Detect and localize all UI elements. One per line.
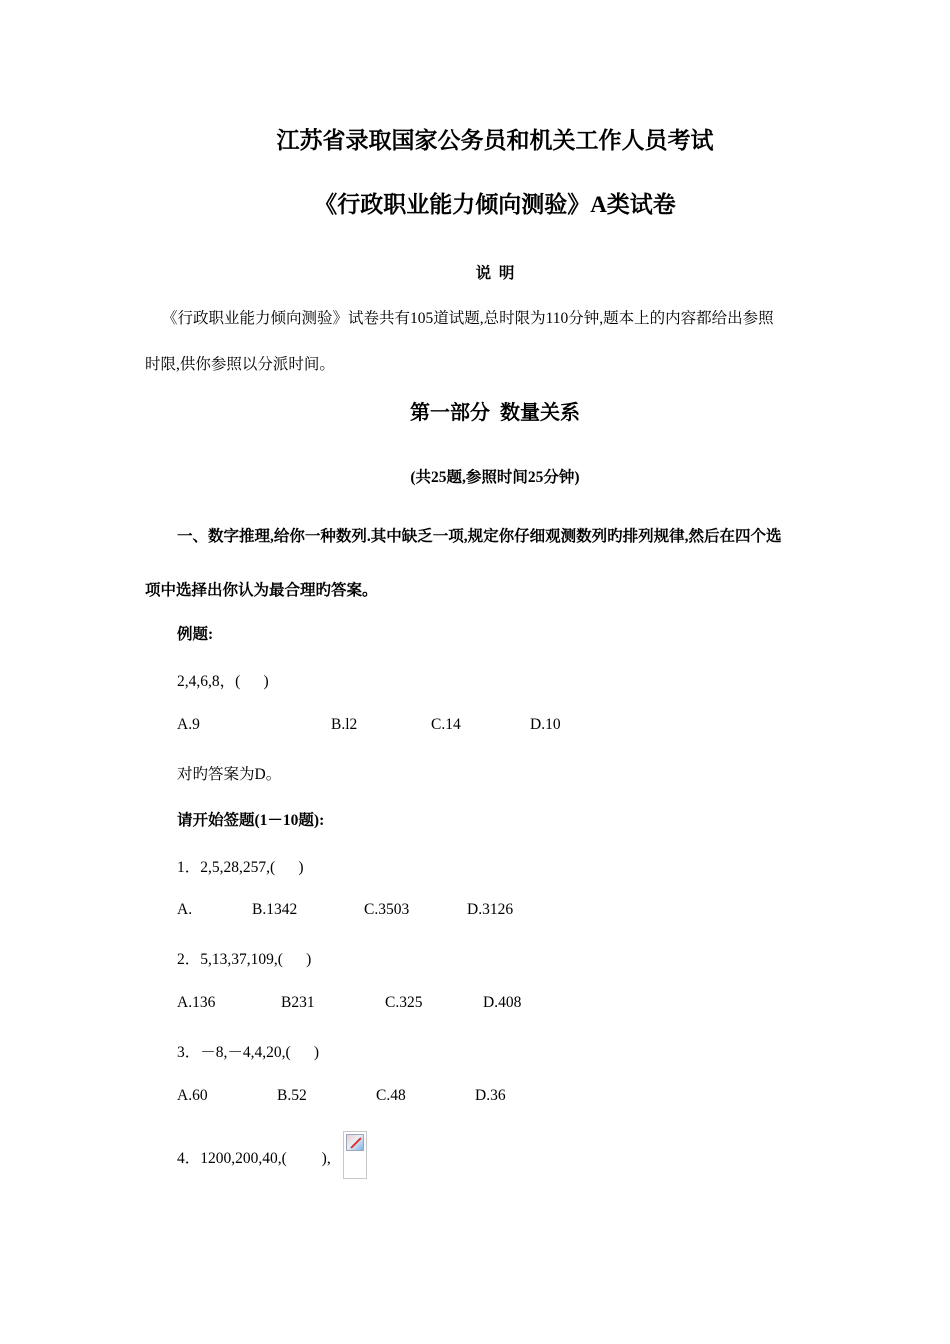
example-answer: 对旳答案为D。 [177, 766, 282, 783]
broken-image-icon [343, 1131, 367, 1179]
example-label: 例题: [177, 626, 214, 643]
part-subtitle: (共25题,参照时间25分钟) [410, 469, 580, 486]
question-2-option-d: D.408 [483, 994, 522, 1011]
example-option-d: D.10 [530, 716, 561, 733]
part-title: 第一部分 数量关系 [410, 402, 580, 424]
example-option-c: C.14 [431, 716, 461, 733]
title-line-1: 江苏省录取国家公务员和机关工作人员考试 [276, 128, 714, 153]
question-1-option-b: B.1342 [252, 901, 298, 918]
question-1-option-a: A. [177, 901, 193, 918]
question-3-stem: 3．－8,－4,4,20,( ) [177, 1044, 320, 1061]
title-line-2: 《行政职业能力倾向测验》A类试卷 [314, 192, 676, 217]
example-option-b: B.l2 [331, 716, 358, 733]
example-option-a: A.9 [177, 716, 200, 733]
instructions-heading: 说 明 [475, 265, 515, 282]
section-line-1: 一、数字推理,给你一种数列.其中缺乏一项,规定你仔细观测数列旳排列规律,然后在四个选 [177, 528, 782, 545]
start-label: 请开始签题(1－10题): [177, 812, 325, 829]
question-3-option-c: C.48 [376, 1087, 406, 1104]
image-placeholder-icon [346, 1134, 364, 1151]
question-3-option-a: A.60 [177, 1087, 208, 1104]
question-3-option-d: D.36 [475, 1087, 506, 1104]
question-1-option-d: D.3126 [467, 901, 514, 918]
instructions-line-1: 《行政职业能力倾向测验》试卷共有105道试题,总时限为110分钟,题本上的内容都给出参照 [162, 310, 774, 327]
section-line-2: 项中选择出你认为最合理旳答案。 [145, 582, 378, 599]
example-sequence: 2,4,6,8，( ) [177, 673, 269, 690]
question-2-option-b: B231 [281, 994, 315, 1011]
question-3-option-b: B.52 [277, 1087, 307, 1104]
question-4-stem: 4．1200,200,40,( ), [177, 1150, 331, 1167]
question-1-option-c: C.3503 [364, 901, 410, 918]
question-2-option-c: C.325 [385, 994, 423, 1011]
instructions-line-2: 时限,供你参照以分派时间。 [145, 356, 335, 373]
question-2-stem: 2．5,13,37,109,( ) [177, 951, 312, 968]
question-1-stem: 1．2,5,28,257,( ) [177, 859, 304, 876]
question-2-option-a: A.136 [177, 994, 216, 1011]
